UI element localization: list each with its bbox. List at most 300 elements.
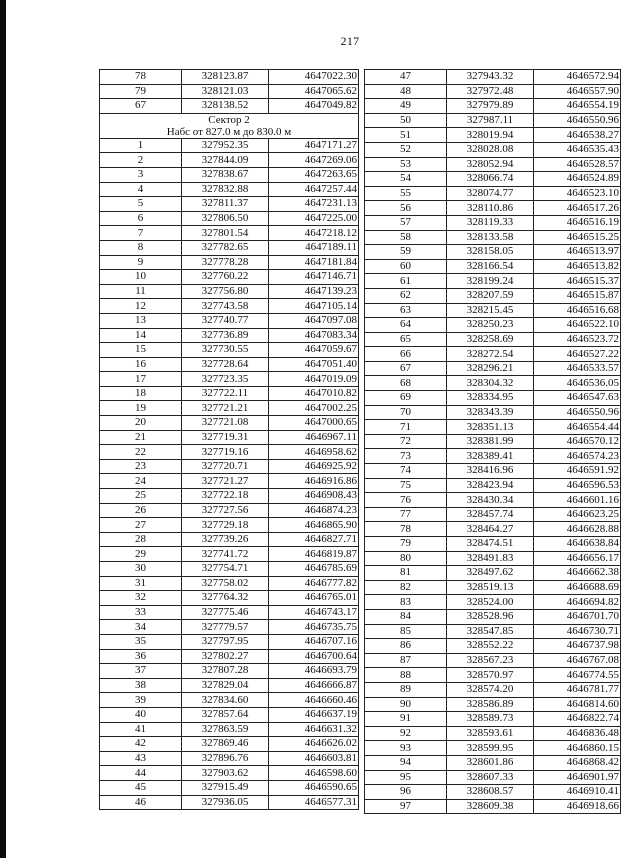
coordinate-y: 4646967.11 <box>269 430 359 445</box>
table-row <box>100 532 359 547</box>
table-row <box>100 605 359 620</box>
table-row <box>365 507 621 522</box>
coordinate-x: 328304.32 <box>447 376 534 391</box>
coordinate-y: 4646523.72 <box>534 332 621 347</box>
table-row <box>365 215 621 230</box>
coordinate-x: 327722.11 <box>182 386 269 401</box>
coordinate-x: 327832.88 <box>182 182 269 197</box>
coordinate-y: 4647051.40 <box>269 357 359 372</box>
table-row <box>100 167 359 182</box>
table-row <box>365 639 621 654</box>
point-number: 63 <box>365 303 447 318</box>
table-row <box>100 780 359 795</box>
coordinate-x: 327952.35 <box>182 138 269 153</box>
coordinate-y: 4646523.10 <box>534 186 621 201</box>
coordinate-y: 4646574.23 <box>534 449 621 464</box>
point-number: 69 <box>365 391 447 406</box>
coordinate-y: 4646637.19 <box>269 707 359 722</box>
table-row <box>100 372 359 387</box>
coordinate-x: 327778.28 <box>182 255 269 270</box>
coordinate-x: 328524.00 <box>447 595 534 610</box>
table-row <box>365 624 621 639</box>
table-row <box>365 259 621 274</box>
coordinate-x: 328607.33 <box>447 770 534 785</box>
point-number: 43 <box>100 751 182 766</box>
point-number: 96 <box>365 785 447 800</box>
table-row <box>100 547 359 562</box>
coordinate-y: 4646590.65 <box>269 780 359 795</box>
sector-header-row <box>100 113 359 138</box>
coordinate-x: 327844.09 <box>182 153 269 168</box>
coordinate-y: 4646626.02 <box>269 737 359 752</box>
coordinate-y: 4647171.27 <box>269 138 359 153</box>
coordinate-x: 327727.56 <box>182 503 269 518</box>
coordinate-x: 327915.49 <box>182 780 269 795</box>
point-number: 26 <box>100 503 182 518</box>
table-row <box>100 430 359 445</box>
table-row <box>365 70 621 85</box>
table-row <box>365 464 621 479</box>
coordinate-y: 4646656.17 <box>534 551 621 566</box>
table-row <box>365 318 621 333</box>
sector-title: Сектор 2 <box>208 113 250 126</box>
table-row <box>100 197 359 212</box>
coordinate-x: 328519.13 <box>447 580 534 595</box>
point-number: 71 <box>365 420 447 435</box>
point-number: 40 <box>100 707 182 722</box>
coordinate-y: 4646631.32 <box>269 722 359 737</box>
table-row <box>365 128 621 143</box>
coordinate-x: 327728.64 <box>182 357 269 372</box>
table-row <box>100 328 359 343</box>
table-row <box>365 303 621 318</box>
coordinate-y: 4647231.13 <box>269 197 359 212</box>
point-number: 79 <box>100 84 182 99</box>
table-row <box>365 580 621 595</box>
table-row <box>365 755 621 770</box>
table-row <box>365 493 621 508</box>
table-row <box>100 518 359 533</box>
point-number: 83 <box>365 595 447 610</box>
table-row <box>100 84 359 99</box>
coordinate-y: 4647097.08 <box>269 313 359 328</box>
point-number: 12 <box>100 299 182 314</box>
coordinate-x: 327943.32 <box>447 70 534 85</box>
point-number: 70 <box>365 405 447 420</box>
coordinate-x: 328381.99 <box>447 434 534 449</box>
coordinate-y: 4646777.82 <box>269 576 359 591</box>
table-row <box>365 785 621 800</box>
coordinate-y: 4646785.69 <box>269 562 359 577</box>
point-number: 94 <box>365 755 447 770</box>
coordinate-y: 4646774.55 <box>534 668 621 683</box>
table-row <box>365 434 621 449</box>
coordinate-y: 4646701.70 <box>534 609 621 624</box>
table-row <box>100 153 359 168</box>
coordinate-x: 328258.69 <box>447 332 534 347</box>
coordinate-x: 327834.60 <box>182 693 269 708</box>
point-number: 92 <box>365 726 447 741</box>
table-row <box>100 591 359 606</box>
point-number: 1 <box>100 138 182 153</box>
point-number: 68 <box>365 376 447 391</box>
table-row <box>100 255 359 270</box>
coordinate-y: 4646822.74 <box>534 712 621 727</box>
coordinate-y: 4646577.31 <box>269 795 359 810</box>
table-row <box>100 226 359 241</box>
point-number: 66 <box>365 347 447 362</box>
coordinate-y: 4647065.62 <box>269 84 359 99</box>
table-row <box>365 157 621 172</box>
table-row <box>365 653 621 668</box>
table-row <box>365 522 621 537</box>
point-number: 41 <box>100 722 182 737</box>
coordinate-x: 328389.41 <box>447 449 534 464</box>
table-row <box>365 391 621 406</box>
point-number: 90 <box>365 697 447 712</box>
coordinate-x: 327807.28 <box>182 664 269 679</box>
coordinate-x: 328028.08 <box>447 142 534 157</box>
point-number: 60 <box>365 259 447 274</box>
point-number: 72 <box>365 434 447 449</box>
coordinate-x: 328343.39 <box>447 405 534 420</box>
point-number: 57 <box>365 215 447 230</box>
point-number: 73 <box>365 449 447 464</box>
point-number: 25 <box>100 489 182 504</box>
table-row <box>100 634 359 649</box>
coordinate-x: 327722.18 <box>182 489 269 504</box>
point-number: 75 <box>365 478 447 493</box>
coordinate-y: 4646730.71 <box>534 624 621 639</box>
point-number: 4 <box>100 182 182 197</box>
coordinate-y: 4647146.71 <box>269 270 359 285</box>
coordinate-y: 4647263.65 <box>269 167 359 182</box>
table-row <box>100 707 359 722</box>
point-number: 59 <box>365 245 447 260</box>
coordinate-x: 328351.13 <box>447 420 534 435</box>
coordinate-x: 327721.08 <box>182 416 269 431</box>
table-row <box>100 503 359 518</box>
table-row <box>100 795 359 810</box>
point-number: 62 <box>365 288 447 303</box>
coordinate-x: 327829.04 <box>182 678 269 693</box>
point-number: 51 <box>365 128 447 143</box>
table-row <box>365 478 621 493</box>
point-number: 85 <box>365 624 447 639</box>
point-number: 10 <box>100 270 182 285</box>
point-number: 65 <box>365 332 447 347</box>
coordinate-y: 4646958.62 <box>269 445 359 460</box>
coordinate-y: 4646516.19 <box>534 215 621 230</box>
point-number: 35 <box>100 634 182 649</box>
coordinate-y: 4647022.30 <box>269 70 359 85</box>
table-row <box>365 726 621 741</box>
point-number: 38 <box>100 678 182 693</box>
point-number: 84 <box>365 609 447 624</box>
coordinate-x: 328430.34 <box>447 493 534 508</box>
point-number: 86 <box>365 639 447 654</box>
table-row <box>365 361 621 376</box>
table-row <box>100 211 359 226</box>
coordinate-y: 4646623.25 <box>534 507 621 522</box>
coordinate-y: 4646700.64 <box>269 649 359 664</box>
table-row <box>100 562 359 577</box>
point-number: 15 <box>100 343 182 358</box>
table-row <box>100 299 359 314</box>
coordinate-y: 4647019.09 <box>269 372 359 387</box>
table-row <box>100 459 359 474</box>
coordinate-y: 4646572.94 <box>534 70 621 85</box>
point-number: 11 <box>100 284 182 299</box>
table-row <box>365 186 621 201</box>
coordinate-x: 327756.80 <box>182 284 269 299</box>
point-number: 76 <box>365 493 447 508</box>
coordinate-x: 328567.23 <box>447 653 534 668</box>
coordinate-x: 328019.94 <box>447 128 534 143</box>
coordinate-x: 328552.22 <box>447 639 534 654</box>
coordinate-x: 328416.96 <box>447 464 534 479</box>
coordinates-table-left <box>99 69 359 810</box>
point-number: 32 <box>100 591 182 606</box>
table-row <box>100 240 359 255</box>
table-row <box>365 376 621 391</box>
table-row <box>365 420 621 435</box>
table-row <box>100 386 359 401</box>
point-number: 67 <box>365 361 447 376</box>
table-row <box>365 537 621 552</box>
coordinate-y: 4647049.82 <box>269 99 359 114</box>
point-number: 88 <box>365 668 447 683</box>
coordinate-y: 4646550.96 <box>534 113 621 128</box>
table-row <box>100 401 359 416</box>
coordinate-x: 328110.86 <box>447 201 534 216</box>
point-number: 61 <box>365 274 447 289</box>
table-row <box>365 84 621 99</box>
table-row <box>365 245 621 260</box>
coordinate-y: 4647218.12 <box>269 226 359 241</box>
point-number: 74 <box>365 464 447 479</box>
coordinate-x: 327740.77 <box>182 313 269 328</box>
coordinate-y: 4646528.57 <box>534 157 621 172</box>
coordinate-y: 4646814.60 <box>534 697 621 712</box>
point-number: 50 <box>365 113 447 128</box>
coordinate-x: 328121.03 <box>182 84 269 99</box>
coordinate-x: 327730.55 <box>182 343 269 358</box>
point-number: 36 <box>100 649 182 664</box>
point-number: 7 <box>100 226 182 241</box>
coordinate-y: 4647000.65 <box>269 416 359 431</box>
coordinate-x: 328491.83 <box>447 551 534 566</box>
coordinate-x: 328250.23 <box>447 318 534 333</box>
table-row <box>365 142 621 157</box>
coordinate-y: 4646662.38 <box>534 566 621 581</box>
coordinate-y: 4646836.48 <box>534 726 621 741</box>
point-number: 44 <box>100 766 182 781</box>
table-row <box>100 489 359 504</box>
point-number: 14 <box>100 328 182 343</box>
coordinate-y: 4646516.68 <box>534 303 621 318</box>
table-row <box>100 693 359 708</box>
coordinate-y: 4646666.87 <box>269 678 359 693</box>
table-row <box>365 668 621 683</box>
coordinate-x: 328133.58 <box>447 230 534 245</box>
point-number: 42 <box>100 737 182 752</box>
table-row <box>100 343 359 358</box>
table-row <box>365 551 621 566</box>
coordinate-x: 328464.27 <box>447 522 534 537</box>
table-row <box>100 751 359 766</box>
coordinate-y: 4646860.15 <box>534 741 621 756</box>
coordinate-x: 328272.54 <box>447 347 534 362</box>
coordinate-y: 4646737.98 <box>534 639 621 654</box>
coordinate-x: 328570.97 <box>447 668 534 683</box>
point-number: 5 <box>100 197 182 212</box>
coordinate-y: 4646517.26 <box>534 201 621 216</box>
table-row <box>365 682 621 697</box>
coordinate-x: 327719.31 <box>182 430 269 445</box>
coordinate-y: 4646557.90 <box>534 84 621 99</box>
coordinate-y: 4647002.25 <box>269 401 359 416</box>
coordinate-x: 328574.20 <box>447 682 534 697</box>
point-number: 30 <box>100 562 182 577</box>
coordinate-y: 4647257.44 <box>269 182 359 197</box>
sector-header <box>100 113 359 138</box>
coordinate-y: 4647059.67 <box>269 343 359 358</box>
point-number: 13 <box>100 313 182 328</box>
coordinate-y: 4646707.16 <box>269 634 359 649</box>
point-number: 27 <box>100 518 182 533</box>
coordinate-y: 4646688.69 <box>534 580 621 595</box>
table-row <box>100 722 359 737</box>
coordinate-y: 4646693.79 <box>269 664 359 679</box>
coordinate-x: 327936.05 <box>182 795 269 810</box>
coordinate-x: 327811.37 <box>182 197 269 212</box>
point-number: 29 <box>100 547 182 562</box>
coordinate-x: 328457.74 <box>447 507 534 522</box>
coordinate-y: 4646524.89 <box>534 172 621 187</box>
coordinate-y: 4646527.22 <box>534 347 621 362</box>
coordinate-y: 4646918.66 <box>534 799 621 814</box>
coordinate-y: 4646591.92 <box>534 464 621 479</box>
table-row <box>365 741 621 756</box>
table-row <box>365 113 621 128</box>
coordinate-y: 4646865.90 <box>269 518 359 533</box>
coordinate-y: 4647225.00 <box>269 211 359 226</box>
coordinate-x: 327723.35 <box>182 372 269 387</box>
table-row <box>100 416 359 431</box>
point-number: 20 <box>100 416 182 431</box>
coordinate-y: 4646910.41 <box>534 785 621 800</box>
point-number: 22 <box>100 445 182 460</box>
table-row <box>365 172 621 187</box>
coordinate-x: 327987.11 <box>447 113 534 128</box>
point-number: 77 <box>365 507 447 522</box>
coordinate-y: 4646598.60 <box>269 766 359 781</box>
point-number: 2 <box>100 153 182 168</box>
coordinate-x: 327779.57 <box>182 620 269 635</box>
table-row <box>365 609 621 624</box>
point-number: 33 <box>100 605 182 620</box>
point-number: 9 <box>100 255 182 270</box>
sector-subtitle: Набс от 827.0 м до 830.0 м <box>166 125 292 138</box>
table-row <box>365 566 621 581</box>
point-number: 91 <box>365 712 447 727</box>
coordinate-x: 327721.27 <box>182 474 269 489</box>
coordinate-x: 328334.95 <box>447 391 534 406</box>
coordinate-y: 4647139.23 <box>269 284 359 299</box>
table-row <box>100 737 359 752</box>
coordinate-x: 328608.57 <box>447 785 534 800</box>
coordinate-x: 327736.89 <box>182 328 269 343</box>
coordinate-y: 4646538.27 <box>534 128 621 143</box>
point-number: 28 <box>100 532 182 547</box>
coordinate-y: 4646570.12 <box>534 434 621 449</box>
coordinate-x: 327758.02 <box>182 576 269 591</box>
table-row <box>100 70 359 85</box>
coordinate-x: 328158.05 <box>447 245 534 260</box>
coordinate-y: 4646868.42 <box>534 755 621 770</box>
coordinate-x: 327857.64 <box>182 707 269 722</box>
coordinate-y: 4646601.16 <box>534 493 621 508</box>
point-number: 82 <box>365 580 447 595</box>
point-number: 56 <box>365 201 447 216</box>
point-number: 89 <box>365 682 447 697</box>
table-row <box>365 595 621 610</box>
coordinate-x: 327863.59 <box>182 722 269 737</box>
coordinate-y: 4646925.92 <box>269 459 359 474</box>
coordinate-x: 328199.24 <box>447 274 534 289</box>
point-number: 54 <box>365 172 447 187</box>
coordinate-x: 327764.32 <box>182 591 269 606</box>
coordinate-y: 4646535.43 <box>534 142 621 157</box>
point-number: 48 <box>365 84 447 99</box>
point-number: 93 <box>365 741 447 756</box>
coordinate-x: 328474.51 <box>447 537 534 552</box>
coordinate-x: 328599.95 <box>447 741 534 756</box>
table-row <box>100 284 359 299</box>
point-number: 18 <box>100 386 182 401</box>
point-number: 95 <box>365 770 447 785</box>
point-number: 46 <box>100 795 182 810</box>
coordinate-y: 4646767.08 <box>534 653 621 668</box>
point-number: 55 <box>365 186 447 201</box>
coordinate-y: 4646515.25 <box>534 230 621 245</box>
coordinate-x: 327743.58 <box>182 299 269 314</box>
table-row <box>365 288 621 303</box>
coordinate-y: 4646694.82 <box>534 595 621 610</box>
point-number: 21 <box>100 430 182 445</box>
point-number: 31 <box>100 576 182 591</box>
point-number: 47 <box>365 70 447 85</box>
coordinate-y: 4646638.84 <box>534 537 621 552</box>
page-number: 217 <box>340 34 360 48</box>
coordinate-x: 328528.96 <box>447 609 534 624</box>
coordinate-y: 4646536.05 <box>534 376 621 391</box>
coordinate-y: 4646916.86 <box>269 474 359 489</box>
coordinate-y: 4646628.88 <box>534 522 621 537</box>
point-number: 45 <box>100 780 182 795</box>
coordinate-x: 327721.21 <box>182 401 269 416</box>
coordinate-x: 328123.87 <box>182 70 269 85</box>
table-row <box>365 449 621 464</box>
coordinate-y: 4646908.43 <box>269 489 359 504</box>
point-number: 64 <box>365 318 447 333</box>
coordinate-x: 327782.65 <box>182 240 269 255</box>
coordinate-y: 4646781.77 <box>534 682 621 697</box>
coordinate-x: 328052.94 <box>447 157 534 172</box>
table-row <box>100 182 359 197</box>
coordinate-y: 4646603.81 <box>269 751 359 766</box>
